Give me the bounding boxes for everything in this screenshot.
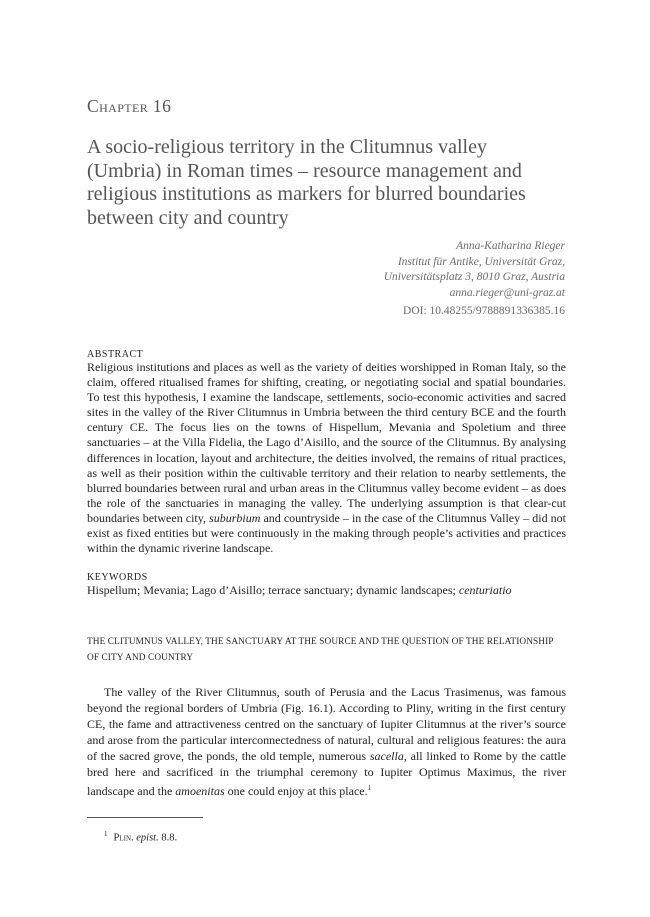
footnote-work: epist. xyxy=(136,832,159,844)
author-email[interactable]: anna.rieger@uni-graz.at xyxy=(449,286,565,299)
chapter-title-line: (Umbria) in Roman times – resource management and xyxy=(87,159,522,182)
body-text-italic: amoenitas xyxy=(175,784,225,798)
author-block xyxy=(384,239,565,301)
chapter-title xyxy=(87,136,557,230)
footnote-divider xyxy=(87,817,203,818)
footnote-reference[interactable]: 1 xyxy=(367,784,372,792)
abstract-text-part: and countryside – in the case of the Clitumnus Valley – did not exist as fixed entities but were continuously in the making through people’s activities and practices within the dynamic riverine landscape. xyxy=(87,510,566,556)
author-name: Anna-Katharina Rieger xyxy=(456,240,565,252)
author-affiliation: Institut für Antike, Universität Graz, xyxy=(397,255,565,268)
keywords-text-part: Hispellum; Mevania; Lago d’Aisillo; terrace sanctuary; dynamic landscapes; xyxy=(87,583,459,597)
chapter-title-line: between city and country xyxy=(87,206,289,229)
chapter-title-line: A socio-religious territory in the Clitumnus valley xyxy=(87,136,487,158)
footnote xyxy=(104,830,177,844)
body-text-part: one could enjoy at this place. xyxy=(224,784,368,798)
body-text-part: The valley of the River Clitumnus, south of Perusia and the Lacus Trasimenus, was famous beyond the regional borders of Umbria (Fig. 16.1). According to Pliny, writing in the first century CE, the fame and attractiveness centred on the sanctuary of Iupiter Clitumnus at the river’s source and arose from the particular interconnectedness of natural, cultural and religious features: the aura of the sacred grove, the ponds, the old temple, numerous xyxy=(87,685,566,763)
abstract xyxy=(87,349,566,556)
author-address: Universitätsplatz 3, 8010 Graz, Austria xyxy=(383,271,565,283)
keywords xyxy=(87,572,566,598)
footnote-author: Plin. xyxy=(113,832,134,844)
footnote-ref: 8.8. xyxy=(158,832,178,844)
keywords-heading: KEYWORDS xyxy=(87,572,148,583)
chapter-title-line: religious institutions as markers for blurred boundaries xyxy=(87,183,526,205)
abstract-text-italic: suburbium xyxy=(209,510,261,525)
keywords-text xyxy=(87,583,566,598)
chapter-label: Chapter 16 xyxy=(87,96,172,116)
abstract-text-part: Religious institutions and places as well as the variety of deities worshipped in Roman Italy, so the claim, offered ritualised frames for shifting, creating, or negotiating social and spatial boundaries. To test this hypothesis, I examine the landscape, settlements, socio-economic activities and sacred sites in the valley of the River Clitumnus in Umbria between the third century BCE and the fourth century CE. The focus lies on the towns of Hispellum, Mevania and Spoletium and three sanctuaries – at the Villa Fidelia, the Lago d’Aisillo, and the source of the Clitumnus. By analysing differences in location, layout and architecture, the deities involved, the remains of ritual practices, as well as their position within the cultivable territory and their relation to nearby settlements, the blurred boundaries between rural and urban areas in the Clitumnus valley become evident – as does the role of the sanctuaries in managing the valley. The underlying assumption is that clear-cut boundaries between city, xyxy=(87,360,566,525)
footnote-number: 1 xyxy=(104,830,108,838)
body-text-part: , all linked to Rome by the cattle bred here and sacrificed in the triumphal ceremony to Iupiter Optimus Maximus, the river landscape and the xyxy=(87,749,566,798)
section-heading: THE CLITUMNUS VALLEY, THE SANCTUARY AT THE SOURCE AND THE QUESTION OF THE RELATIONSHIP OF CITY AND COUNTRY xyxy=(87,637,554,663)
keywords-text-italic: centuriatio xyxy=(458,583,512,597)
abstract-text xyxy=(87,360,566,556)
abstract-heading: ABSTRACT xyxy=(87,349,144,360)
body-text-italic: sacella xyxy=(369,749,404,763)
body-paragraph xyxy=(87,684,566,799)
doi[interactable]: DOI: 10.48255/9788891336385.16 xyxy=(403,305,565,317)
